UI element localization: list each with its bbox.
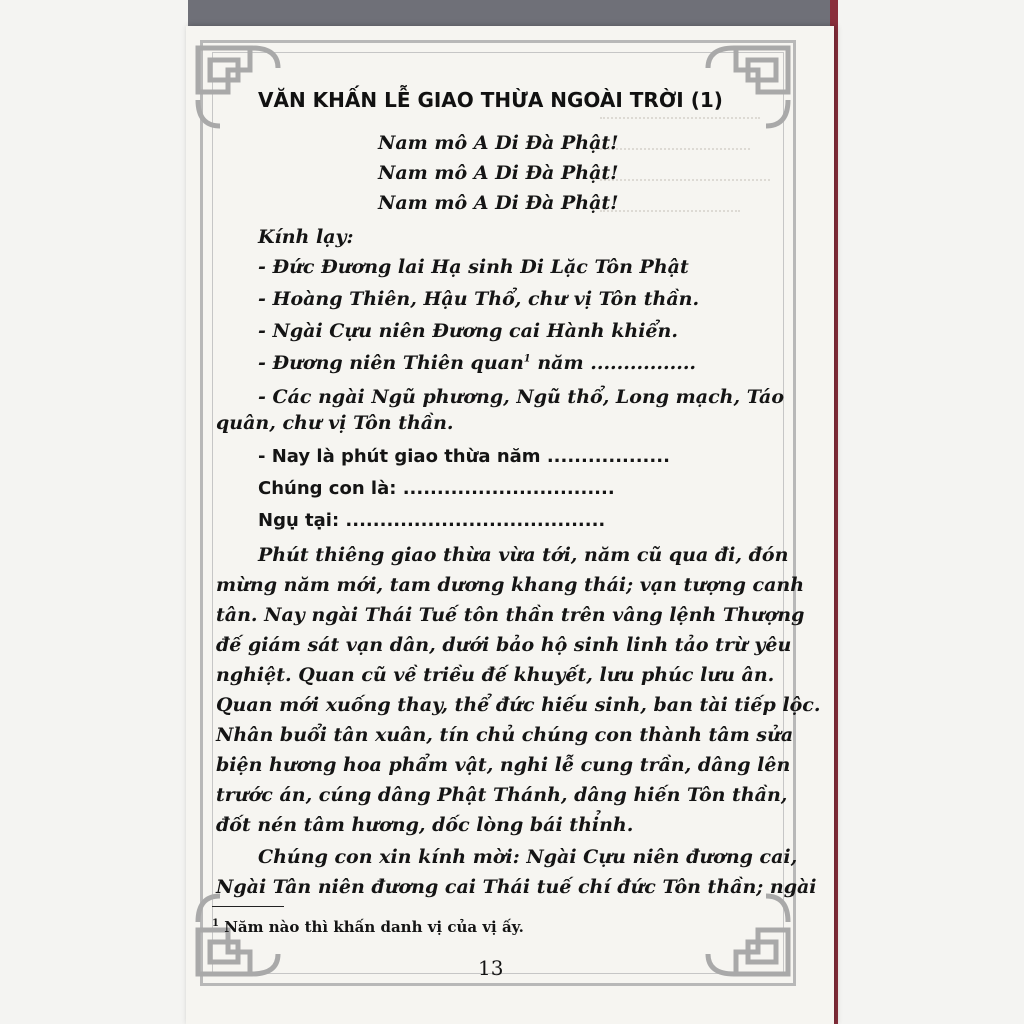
deity-line: - Các ngài Ngũ phương, Ngũ thổ, Long mạch, Táo	[258, 386, 785, 408]
background-right	[836, 0, 1024, 1024]
page-title: VĂN KHẤN LỄ GIAO THỪA NGOÀI TRỜI (1)	[258, 88, 723, 112]
deity-line-thien-quan	[258, 352, 696, 374]
invocation-line: Nam mô A Di Đà Phật!	[378, 132, 619, 154]
thien-quan-fill: năm ................	[530, 352, 697, 374]
paragraph-line: mừng năm mới, tam dương khang thái; vạn tượng canh	[216, 574, 805, 596]
paragraph-line: biện hương hoa phẩm vật, nghi lễ cung trần, dâng lên	[216, 754, 791, 776]
paragraph-line: Ngài Tân niên đương cai Thái tuế chí đức Tôn thần; ngài	[216, 876, 817, 898]
paragraph-line: Phút thiêng giao thừa vừa tới, năm cũ qua đi, đón	[258, 544, 789, 566]
footnote-text: Năm nào thì khấn danh vị của vị ấy.	[218, 918, 524, 936]
fill-line-address: Ngụ tại: ......................................	[258, 510, 606, 531]
paragraph-line: Quan mới xuống thay, thể đức hiếu sinh, ban tài tiếp lộc.	[216, 694, 821, 716]
paragraph-line: tân. Nay ngài Thái Tuế tôn thần trên vâng lệnh Thượng	[216, 604, 805, 626]
invocation-line: Nam mô A Di Đà Phật!	[378, 162, 619, 184]
footnote	[212, 918, 524, 936]
corner-ornament-bottom-left	[190, 890, 282, 982]
paragraph-line: đốt nén tâm hương, dốc lòng bái thỉnh.	[216, 814, 634, 836]
corner-ornament-top-left	[190, 40, 282, 132]
footnote-mark: 1	[212, 918, 219, 929]
deity-line-continuation: quân, chư vị Tôn thần.	[216, 412, 454, 434]
paragraph-line: nghiệt. Quan cũ về triều đế khuyết, lưu phúc lưu ân.	[216, 664, 775, 686]
footnote-rule	[212, 906, 284, 907]
paragraph-line: Chúng con xin kính mời: Ngài Cựu niên đương cai,	[258, 846, 798, 868]
corner-ornament-top-right	[704, 40, 796, 132]
invocation-line: Nam mô A Di Đà Phật!	[378, 192, 619, 214]
fill-line-year: - Nay là phút giao thừa năm ..................	[258, 446, 670, 467]
fill-line-names: Chúng con là: ...............................	[258, 478, 615, 499]
deity-line: - Ngài Cựu niên Đương cai Hành khiển.	[258, 320, 678, 342]
page-number: 13	[478, 956, 504, 980]
paragraph-line: trước án, cúng dâng Phật Thánh, dâng hiến Tôn thần,	[216, 784, 788, 806]
deity-line: - Đức Đương lai Hạ sinh Di Lặc Tôn Phật	[258, 256, 689, 278]
background-left	[0, 0, 188, 1024]
top-shadow-band	[188, 0, 836, 28]
deity-line: - Hoàng Thiên, Hậu Thổ, chư vị Tôn thần.	[258, 288, 700, 310]
paragraph-line: đế giám sát vạn dân, dưới bảo hộ sinh linh tảo trừ yêu	[216, 634, 792, 656]
thien-quan-text: - Đương niên Thiên quan	[258, 352, 524, 374]
greeting: Kính lạy:	[258, 226, 354, 248]
corner-ornament-bottom-right	[704, 890, 796, 982]
paragraph-line: Nhân buổi tân xuân, tín chủ chúng con thành tâm sửa	[216, 724, 794, 746]
footnote-reference: 1	[523, 353, 531, 365]
